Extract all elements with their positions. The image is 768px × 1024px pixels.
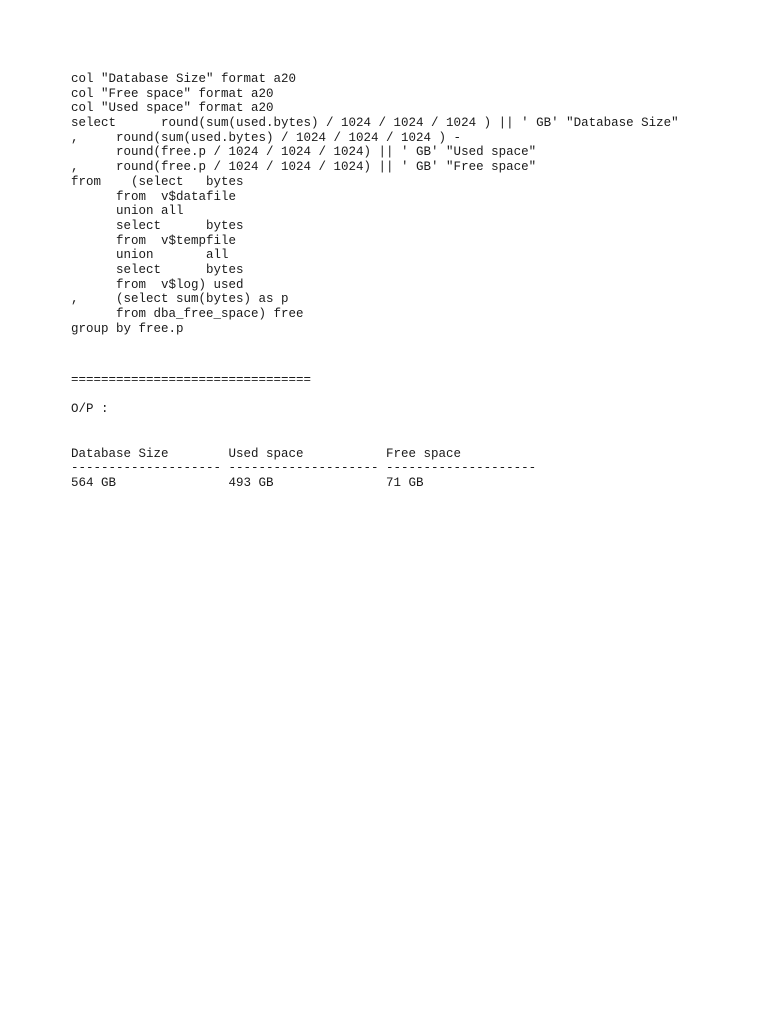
sql-script — [71, 72, 748, 336]
sql-line: from v$datafile — [71, 189, 237, 204]
sql-line: from v$tempfile — [71, 233, 237, 248]
document-page — [71, 72, 748, 491]
output-label: O/P : — [71, 402, 109, 417]
result-row: 564 GB 493 GB 71 GB — [71, 475, 424, 490]
separator-line: ================================ — [71, 373, 312, 388]
result-table — [71, 447, 748, 491]
spacer — [71, 358, 748, 373]
sql-line: union all — [71, 204, 184, 219]
result-header: Database Size Used space Free space — [71, 446, 462, 461]
sql-line: from (select bytes — [71, 174, 244, 189]
sql-line: , round(sum(used.bytes) / 1024 / 1024 / 1024 ) - — [71, 130, 462, 145]
sql-line: from v$log) used — [71, 277, 244, 292]
sql-line: col "Used space" format a20 — [71, 101, 274, 116]
sql-line: col "Free space" format a20 — [71, 86, 274, 101]
spacer — [71, 336, 748, 358]
sql-line: round(free.p / 1024 / 1024 / 1024) || ' GB' "Used space" — [71, 145, 537, 160]
sql-line: select round(sum(used.bytes) / 1024 / 1024 / 1024 ) || ' GB' "Database Size" — [71, 116, 679, 131]
spacer — [71, 432, 748, 447]
spacer — [71, 417, 748, 432]
sql-line: , (select sum(bytes) as p — [71, 292, 289, 307]
sql-line: col "Database Size" format a20 — [71, 72, 297, 86]
sql-line: group by free.p — [71, 321, 184, 336]
sql-line: , round(free.p / 1024 / 1024 / 1024) || ' GB' "Free space" — [71, 160, 537, 175]
spacer — [71, 388, 748, 403]
sql-line: select bytes — [71, 218, 244, 233]
sql-line: select bytes — [71, 262, 244, 277]
result-underline: -------------------- -------------------- -------------------- — [71, 461, 537, 476]
sql-line: from dba_free_space) free — [71, 307, 304, 321]
sql-line: union all — [71, 248, 229, 263]
